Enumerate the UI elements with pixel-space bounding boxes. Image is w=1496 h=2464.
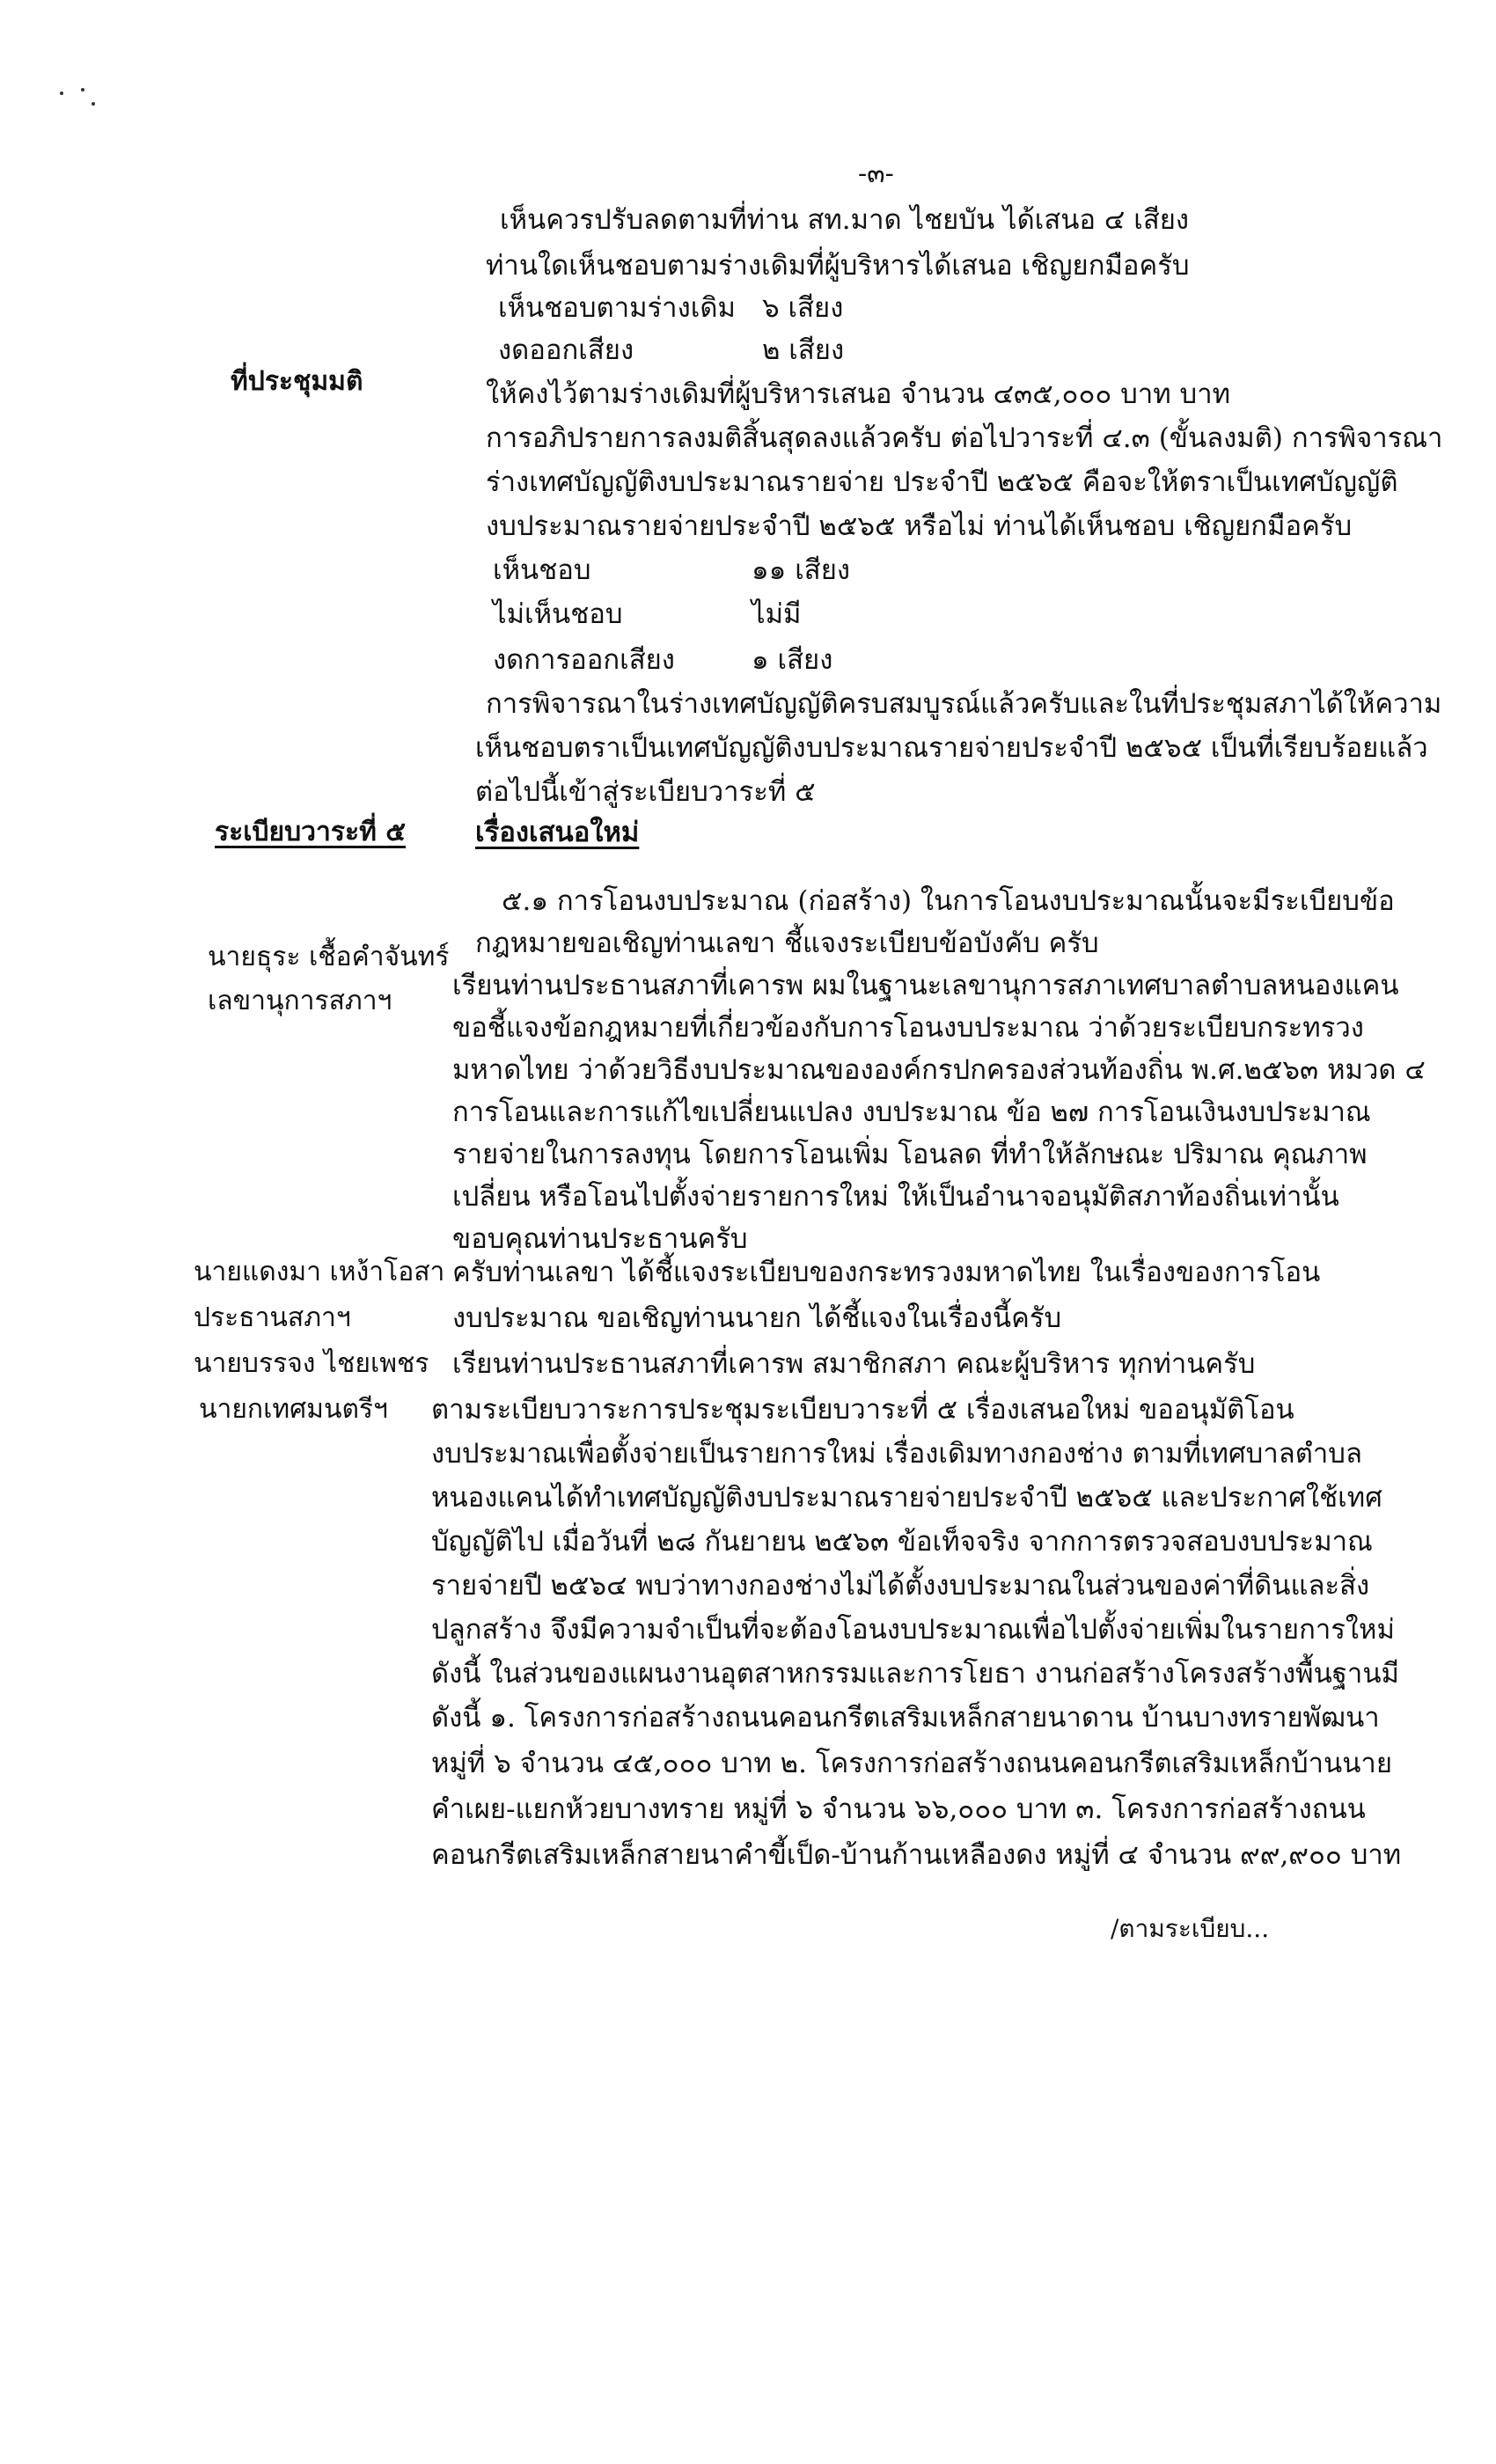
body-line: รายจ่ายปี ๒๕๖๔ พบว่าทางกองช่างไม่ได้ตั้งงบประมาณในส่วนของค่าที่ดินและสิ่ง xyxy=(431,1570,1370,1602)
scan-speck xyxy=(92,102,95,106)
body-line: การโอนและการแก้ไขเปลี่ยนแปลง งบประมาณ ข้อ ๒๗ การโอนเงินงบประมาณ xyxy=(452,1096,1371,1128)
page-number: -๓- xyxy=(858,158,894,189)
body-line: ดังนี้ ในส่วนของแผนงานอุตสาหกรรมและการโยธา งานก่อสร้างโครงสร้างพื้นฐานมี xyxy=(431,1658,1399,1690)
body-line: รายจ่ายในการลงทุน โดยการโอนเพิ่ม โอนลด ที่ทำให้ลักษณะ ปริมาณ คุณภาพ xyxy=(452,1139,1368,1170)
mayor-name: นายบรรจง ไชยเพชร xyxy=(194,1348,429,1379)
body-line: ตามระเบียบวาระการประชุมระเบียบวาระที่ ๕ เรื่องเสนอใหม่ ขออนุมัติโอน xyxy=(431,1394,1294,1426)
vote-label: เห็นชอบตามร่างเดิม xyxy=(498,292,736,324)
body-line: คำเผย-แยกห้วยบางทราย หมู่ที่ ๖ จำนวน ๖๖,๐๐๐ บาท ๓. โครงการก่อสร้างถนน xyxy=(431,1793,1366,1825)
chairman-role: ประธานสภาฯ xyxy=(194,1302,351,1333)
body-line: ให้คงไว้ตามร่างเดิมที่ผู้บริหารเสนอ จำนวน ๔๓๕,๐๐๐ บาท บาท xyxy=(486,378,1231,410)
vote-row xyxy=(498,333,850,368)
body-line: การพิจารณาในร่างเทศบัญญัติครบสมบูรณ์แล้วครับและในที่ประชุมสภาได้ให้ความ xyxy=(486,688,1442,720)
body-line: ๕.๑ การโอนงบประมาณ (ก่อสร้าง) ในการโอนงบประมาณนั้นจะมีระเบียบข้อ xyxy=(502,885,1395,917)
body-line: เรียนท่านประธานสภาที่เคารพ สมาชิกสภา คณะผู้บริหาร ทุกท่านครับ xyxy=(452,1348,1256,1380)
vote-label: งดการออกเสียง xyxy=(493,644,675,676)
body-line: เปลี่ยน หรือโอนไปตั้งจ่ายรายการใหม่ ให้เป็นอำนาจอนุมัติสภาท้องถิ่นเท่านั้น xyxy=(452,1181,1339,1213)
scan-speck xyxy=(81,88,84,92)
vote-value: ๑ เสียง xyxy=(752,644,833,676)
vote-row xyxy=(498,290,850,326)
blank-page-area xyxy=(0,2094,1496,2464)
body-line: คอนกรีตเสริมเหล็กสายนาคำขี้เป็ด-บ้านก้านเหลืองดง หมู่ที่ ๔ จำนวน ๙๙,๙๐๐ บาท xyxy=(431,1839,1402,1871)
mayor-role: นายกเทศมนตรีฯ xyxy=(199,1394,388,1425)
agenda-5-label: ระเบียบวาระที่ ๕ xyxy=(215,817,406,847)
body-line: บัญญัติไป เมื่อวันที่ ๒๘ กันยายน ๒๕๖๓ ข้อเท็จจริง จากการตรวจสอบงบประมาณ xyxy=(431,1526,1373,1558)
body-line: ขอบคุณท่านประธานครับ xyxy=(452,1223,748,1255)
agenda-5-title: เรื่องเสนอใหม่ xyxy=(475,817,640,848)
vote-row xyxy=(493,553,862,588)
vote-value: ไม่มี xyxy=(752,598,802,630)
vote-row xyxy=(493,597,862,632)
body-line: ขอชี้แจงข้อกฎหมายที่เกี่ยวข้องกับการโอนงบประมาณ ว่าด้วยระเบียบกระทรวง xyxy=(452,1012,1364,1044)
body-line: ร่างเทศบัญญัติงบประมาณรายจ่าย ประจำปี ๒๕๖๕ คือจะให้ตราเป็นเทศบัญญัติ xyxy=(486,466,1398,498)
body-line: เห็นควรปรับลดตามที่ท่าน สท.มาด ไชยบัน ได้เสนอ ๔ เสียง xyxy=(500,204,1190,236)
body-line: ปลูกสร้าง จึงมีความจำเป็นที่จะต้องโอนงบประมาณเพื่อไปตั้งจ่ายเพิ่มในรายการใหม่ xyxy=(431,1614,1395,1646)
vote-label: งดออกเสียง xyxy=(498,334,634,366)
body-line: มหาดไทย ว่าด้วยวิธีงบประมาณขององค์กรปกครองส่วนท้องถิ่น พ.ศ.๒๕๖๓ หมวด ๔ xyxy=(452,1054,1426,1086)
vote-value: ๑๑ เสียง xyxy=(752,554,851,586)
body-line: กฎหมายขอเชิญท่านเลขา ชี้แจงระเบียบข้อบังคับ ครับ xyxy=(475,928,1099,959)
body-line: หนองแคนได้ทำเทศบัญญัติงบประมาณรายจ่ายประจำปี ๒๕๖๕ และประกาศใช้เทศ xyxy=(431,1482,1382,1514)
body-line: ครับท่านเลขา ได้ชี้แจงระเบียบของกระทรวงมหาดไทย ในเรื่องของการโอน xyxy=(452,1257,1321,1288)
body-line: ท่านใดเห็นชอบตามร่างเดิมที่ผู้บริหารได้เสนอ เชิญยกมือครับ xyxy=(486,250,1190,282)
continuation-note: /ตามระเบียบ... xyxy=(1111,1914,1270,1943)
resolution-label: ที่ประชุมมติ xyxy=(231,366,363,397)
body-line: เห็นชอบตราเป็นเทศบัญญัติงบประมาณรายจ่ายประจำปี ๒๕๖๕ เป็นที่เรียบร้อยแล้ว xyxy=(475,732,1428,764)
vote-label: เห็นชอบ xyxy=(493,554,591,586)
vote-label: ไม่เห็นชอบ xyxy=(493,598,623,630)
body-line: หมู่ที่ ๖ จำนวน ๔๕,๐๐๐ บาท ๒. โครงการก่อสร้างถนนคอนกรีตเสริมเหล็กบ้านนาย xyxy=(431,1748,1393,1779)
vote-value: ๖ เสียง xyxy=(762,292,844,324)
secretary-name: นายธุระ เชื้อคำจันทร์ xyxy=(208,942,450,972)
secretary-role: เลขานุการสภาฯ xyxy=(208,986,392,1016)
chairman-name: นายแดงมา เหง้าโอสา xyxy=(194,1257,445,1287)
body-line: งบประมาณเพื่อตั้งจ่ายเป็นรายการใหม่ เรื่องเดิมทางกองช่าง ตามที่เทศบาลตำบล xyxy=(431,1438,1362,1470)
body-line: ต่อไปนี้เข้าสู่ระเบียบวาระที่ ๕ xyxy=(475,776,816,808)
body-line: ดังนี้ ๑. โครงการก่อสร้างถนนคอนกรีตเสริมเหล็กสายนาดาน บ้านบางทรายพัฒนา xyxy=(431,1702,1380,1734)
scan-speck xyxy=(60,92,63,95)
body-line: งบประมาณ ขอเชิญท่านนายก ได้ชี้แจงในเรื่องนี้ครับ xyxy=(452,1302,1062,1334)
vote-value: ๒ เสียง xyxy=(762,334,845,366)
body-line: การอภิปรายการลงมติสิ้นสุดลงแล้วครับ ต่อไปวาระที่ ๔.๓ (ขั้นลงมติ) การพิจารณา xyxy=(486,422,1443,454)
body-line: งบประมาณรายจ่ายประจำปี ๒๕๖๕ หรือไม่ ท่านได้เห็นชอบ เชิญยกมือครับ xyxy=(486,510,1353,542)
vote-row xyxy=(493,642,862,678)
body-line: เรียนท่านประธานสภาที่เคารพ ผมในฐานะเลขานุการสภาเทศบาลตำบลหนองแคน xyxy=(452,970,1399,1001)
